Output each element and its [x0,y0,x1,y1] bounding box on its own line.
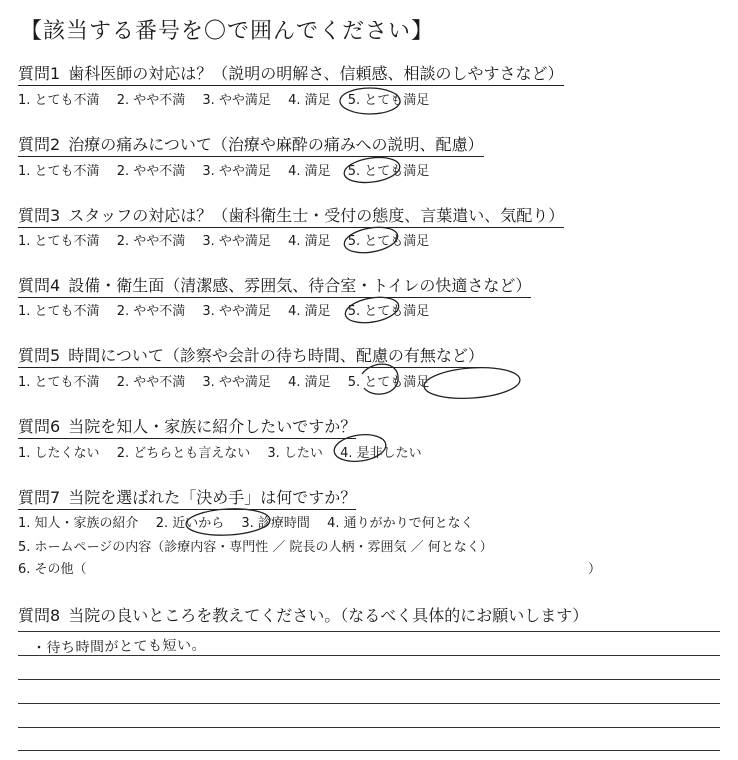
q7-option-3[interactable]: 3. 診療時間 [241,516,310,531]
answer-line-5 [18,727,720,728]
question-8-text: 当院の良いところを教えてください。（なるべく具体的にお願いします） [68,606,589,625]
question-4-options [18,304,442,320]
question-3-heading [18,206,564,228]
q7-option-6[interactable]: 6. その他（ [18,562,87,577]
question-3-label: 質問3 [18,206,61,225]
q2-option-5[interactable]: 5. とても満足 [347,164,430,179]
question-1-label: 質問1 [18,64,61,83]
handwritten-answer[interactable]: ・待ち時間がとても短い。 [31,637,207,657]
question-7-options-row-3 [18,562,718,578]
q5-option-5[interactable]: 5. とても満足 [347,375,430,390]
q6-option-1[interactable]: 1. したくない [18,446,100,461]
question-3-text: スタッフの対応は？（歯科衛生士・受付の態度、言葉遣い、気配り） [68,206,565,225]
question-6-label: 質問6 [18,417,61,436]
question-6-heading [18,417,356,439]
question-4-text: 設備・衛生面（清潔感、雰囲気、待合室・トイレの快適さなど） [68,276,532,295]
question-2-label: 質問2 [18,135,61,154]
q4-option-5[interactable]: 5. とても満足 [347,304,430,319]
q2-option-4[interactable]: 4. 満足 [288,164,331,179]
q4-option-1[interactable]: 1. とても不満 [18,304,100,319]
q2-option-3[interactable]: 3. やや満足 [202,164,271,179]
q4-option-3[interactable]: 3. やや満足 [202,304,271,319]
question-7-label: 質問7 [18,488,61,507]
q5-option-3[interactable]: 3. やや満足 [202,375,271,390]
question-4-heading [18,276,531,298]
q3-option-3[interactable]: 3. やや満足 [202,234,271,249]
q3-option-1[interactable]: 1. とても不満 [18,234,100,249]
q2-option-1[interactable]: 1. とても不満 [18,164,100,179]
q7-option-1[interactable]: 1. 知人・家族の紹介 [18,516,139,531]
q7-option-6-close: ） [588,562,602,577]
question-6-options [18,446,435,462]
q4-option-2[interactable]: 2. やや不満 [116,304,186,319]
q3-option-4[interactable]: 4. 満足 [288,234,331,249]
q1-option-3[interactable]: 3. やや満足 [202,93,271,108]
question-8-label: 質問8 [18,606,61,625]
question-7-text: 当院を選ばれた「決め手」は何ですか？ [68,488,357,507]
q7-option-4[interactable]: 4. 通りがかりで何となく [327,516,474,531]
answer-line-2 [18,655,720,656]
question-5-heading [18,346,484,368]
q4-option-4[interactable]: 4. 満足 [288,304,331,319]
q1-option-2[interactable]: 2. やや不満 [116,93,186,108]
question-4-label: 質問4 [18,276,61,295]
answer-line-4 [18,703,720,704]
q3-option-2[interactable]: 2. やや不満 [116,234,186,249]
q1-option-4[interactable]: 4. 満足 [288,93,331,108]
question-1-text: 歯科医師の対応は？（説明の明解さ、信頼感、相談のしやすさなど） [68,64,564,83]
q5-option-1[interactable]: 1. とても不満 [18,375,100,390]
question-8-heading [18,606,588,627]
q3-option-5[interactable]: 5. とても満足 [347,234,430,249]
answer-line-1 [18,631,720,632]
q5-option-4[interactable]: 4. 満足 [288,375,331,390]
q6-option-4[interactable]: 4. 是非したい [340,446,422,461]
question-5-text: 時間について（診察や会計の待ち時間、配慮の有無など） [68,346,484,365]
question-7-options-row-2 [18,540,506,556]
q7-option-2[interactable]: 2. 近いから [155,516,225,531]
answer-line-3 [18,679,720,680]
question-2-options [18,164,442,180]
question-7-options-row-1 [18,516,487,532]
question-2-heading [18,135,484,157]
q5-option-2[interactable]: 2. やや不満 [116,375,186,390]
question-2-text: 治療の痛みについて（治療や麻酔の痛みへの説明、配慮） [68,135,484,154]
question-5-label: 質問5 [18,346,61,365]
question-5-options [18,375,442,391]
page-title: 【該当する番号を〇で囲んでください】 [20,19,435,44]
question-1-heading [18,64,564,86]
q6-option-2[interactable]: 2. どちらとも言えない [116,446,251,461]
question-6-text: 当院を知人・家族に紹介したいですか？ [68,417,357,436]
question-1-options [18,93,442,109]
q7-option-5[interactable]: 5. ホームページの内容（診療内容・専門性 ／ 院長の人柄・雰囲気 ／ 何となく） [18,540,493,555]
q2-option-2[interactable]: 2. やや不満 [116,164,186,179]
question-7-heading [18,488,356,510]
question-3-options [18,234,442,250]
q6-option-3[interactable]: 3. したい [267,446,323,461]
answer-line-6 [18,750,720,751]
q1-option-5[interactable]: 5. とても満足 [347,93,430,108]
q1-option-1[interactable]: 1. とても不満 [18,93,100,108]
